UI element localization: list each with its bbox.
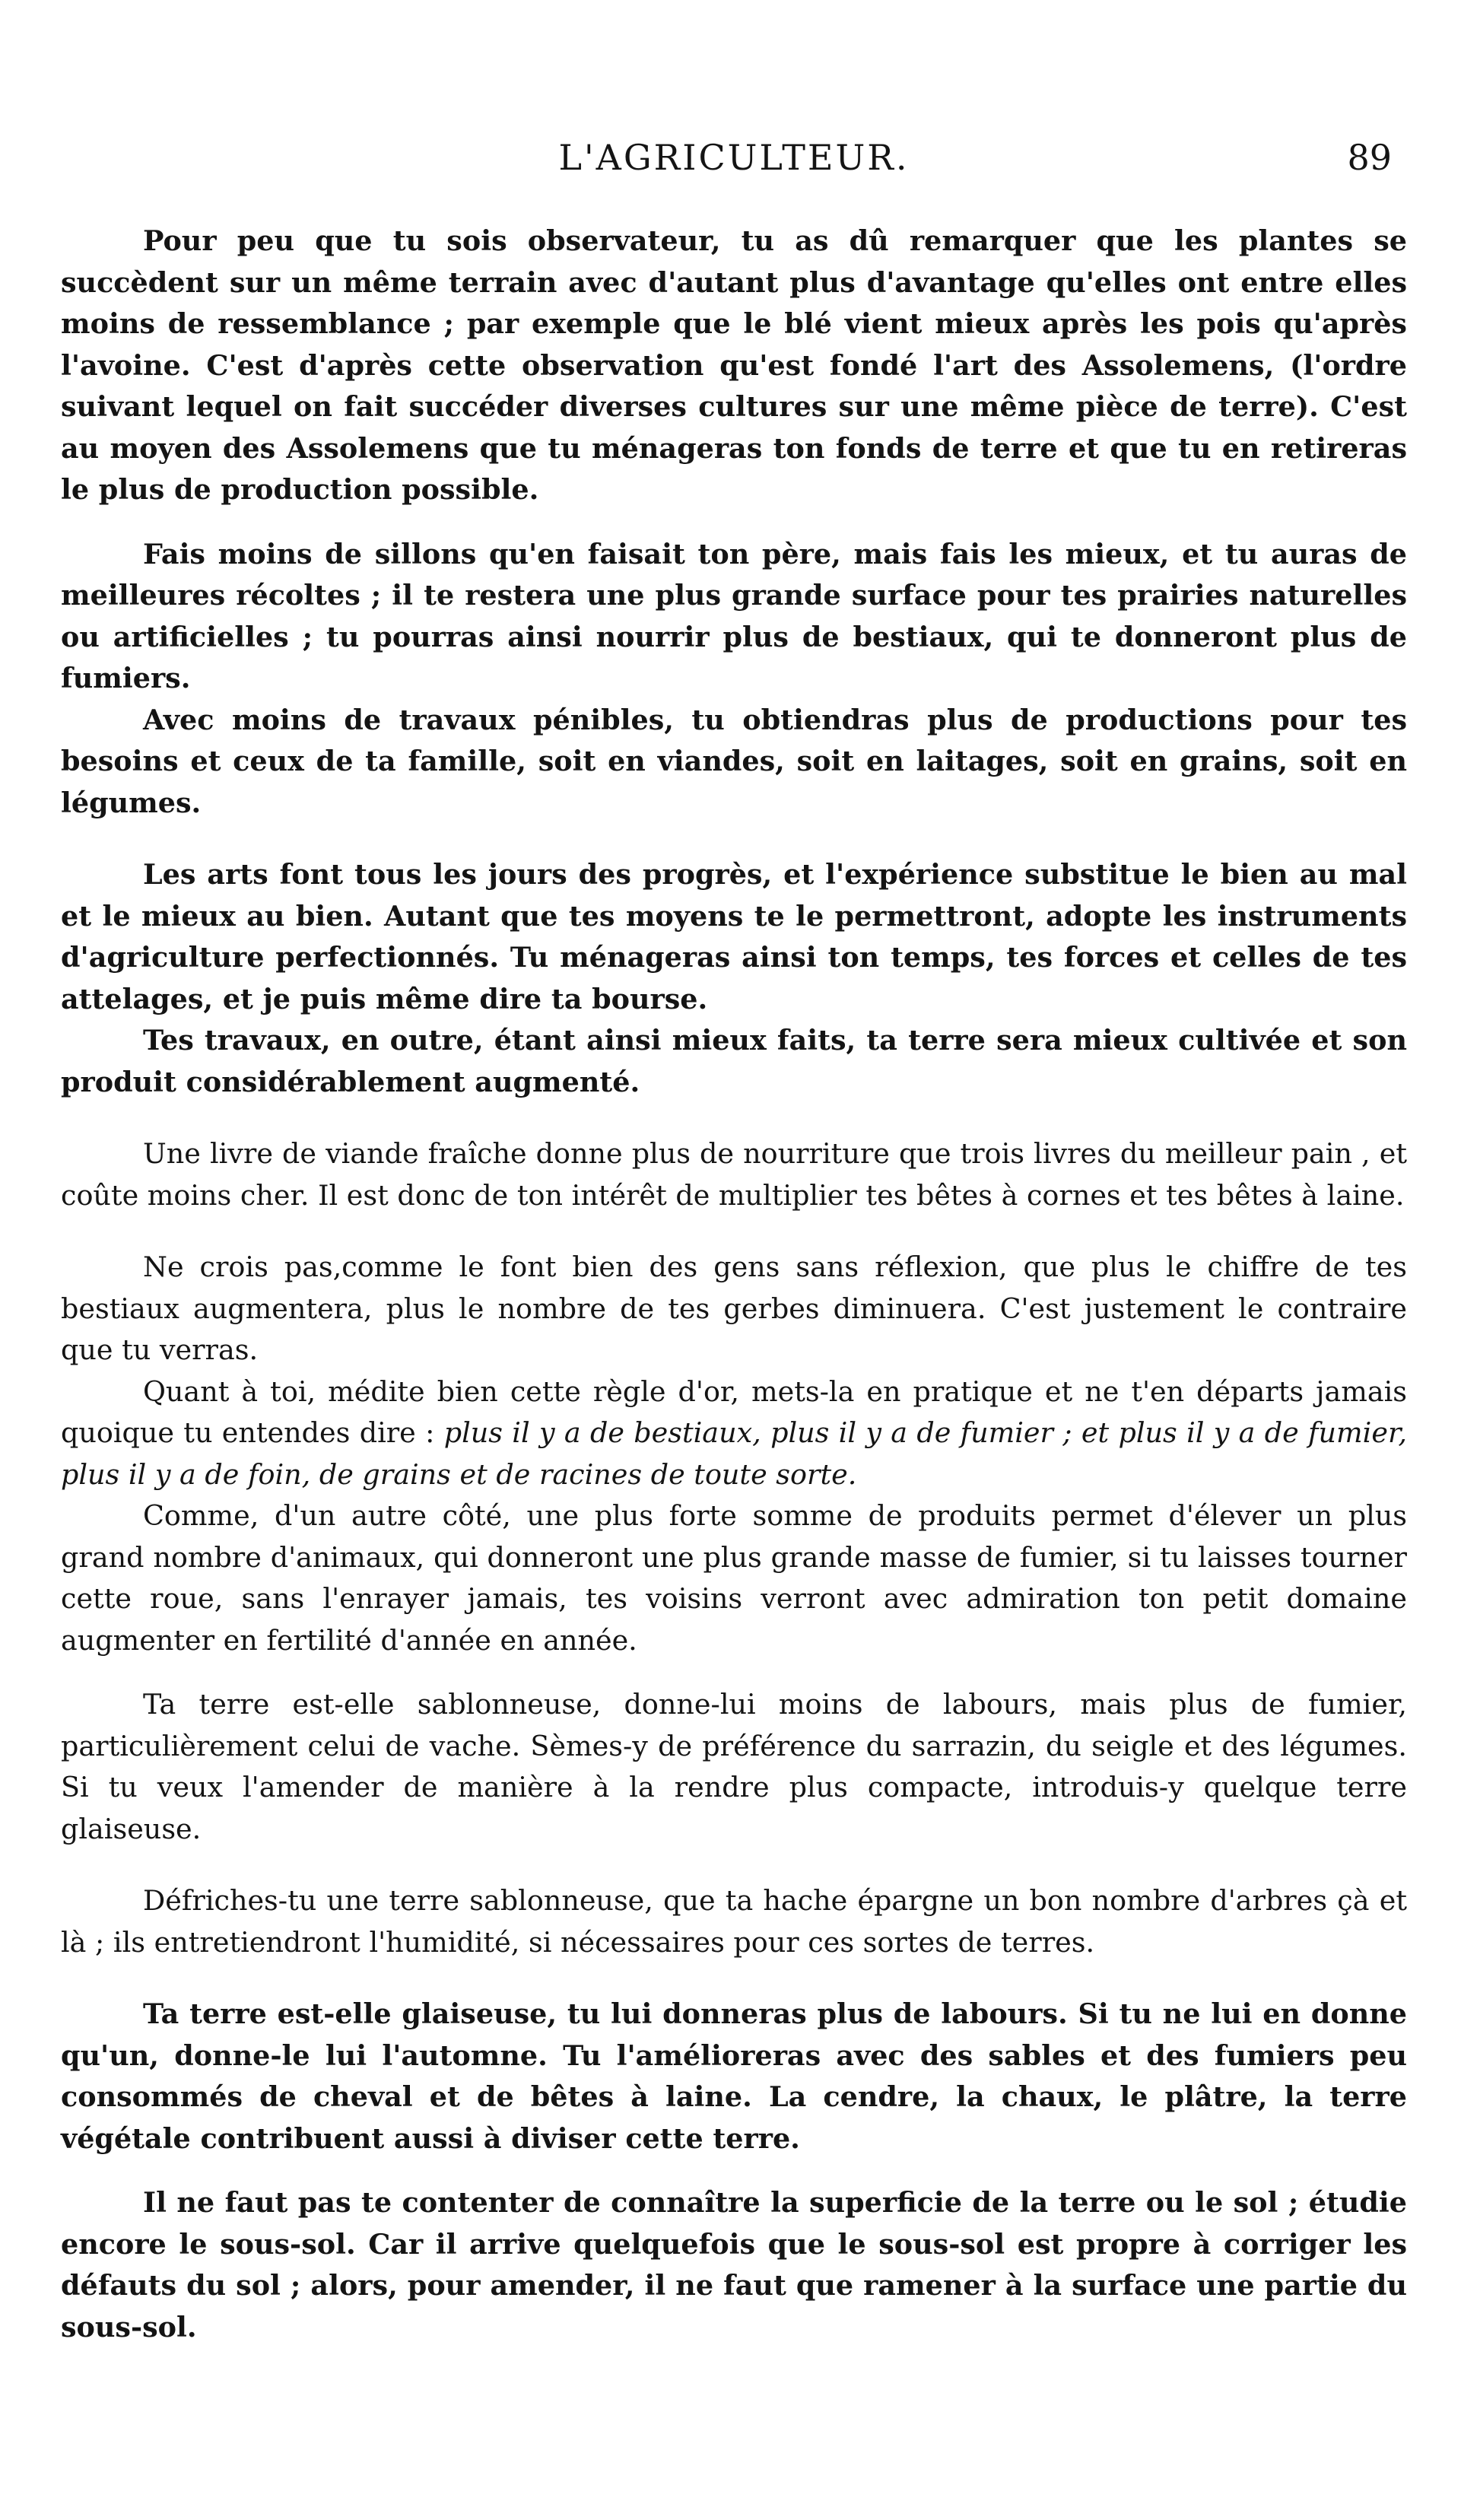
paragraph-arts-progres: Les arts font tous les jours des progrès, et l'expérience substitue le bien au mal et le mieux au bien. Autant que tes moyens te le permettront, adopte les instruments d'agriculture perfectionnés. Tu ménageras ainsi ton temps, tes forces et celles de tes attelages, et je puis même dire ta bourse. <box>61 858 1407 1015</box>
paragraph-terre-glaiseuse: Ta terre est-elle glaiseuse, tu lui donneras plus de labours. Si tu ne lui en donne qu'un, donne-le lui l'automne. Tu l'amélioreras avec des sables et des fumiers peu consommés de cheval et de bêtes à laine. La cendre, la chaux, le plâtre, la terre végétale contribuent aussi à diviser cette terre. <box>61 1997 1407 2155</box>
page-number: 89 <box>1347 137 1392 178</box>
paragraph-assolemens: Pour peu que tu sois observateur, tu as dû remarquer que les plantes se succèdent sur un même terrain avec d'autant plus d'avantage qu'elles ont entre elles moins de ressemblance ; par exemple que le blé vient mieux après les pois qu'après l'avoine. C'est d'après cette observation qu'est fondé l'art des Assolemens, (l'ordre suivant lequel on fait succéder diverses cultures sur une même pièce de terre). C'est au moyen des Assolemens que tu ménageras ton fonds de terre et que tu en retireras le plus de production possible. <box>61 224 1407 506</box>
paragraph-sillons: Fais moins de sillons qu'en faisait ton père, mais fais les mieux, et tu auras de meilleures récoltes ; il te restera une plus grande surface pour tes prairies naturelles ou artificielles ; tu pourras ainsi nourrir plus de bestiaux, qui te donneront plus de fumiers. <box>61 537 1407 694</box>
paragraph-viande: Une livre de viande fraîche donne plus de nourriture que trois livres du meilleur pain , et coûte moins cher. Il est donc de ton intérêt de multiplier tes bêtes à cornes et tes bêtes à laine. <box>61 1137 1407 1212</box>
paragraph-defriches: Défriches-tu une terre sablonneuse, que ta hache épargne un bon nombre d'arbres çà et là ; ils entretiendront l'humidité, si nécessaires pour ces sortes de terres. <box>61 1884 1407 1959</box>
running-title: L'AGRICULTEUR. <box>558 137 910 178</box>
paragraph-travaux-mieux-faits: Tes travaux, en outre, étant ainsi mieux faits, ta terre sera mieux cultivée et son produit considérablement augmenté. <box>61 1024 1407 1098</box>
paragraph-regle-or <box>61 1371 1407 1496</box>
regle-or-maxim: plus il y a de bestiaux, plus il y a de fumier ; et plus il y a de fumier, plus il y a de foin, de grains et de racines de toute sorte. <box>61 1416 1407 1491</box>
paragraph-bestiaux: Ne crois pas,comme le font bien des gens sans réflexion, que plus le chiffre de tes bestiaux augmentera, plus le nombre de tes gerbes diminuera. C'est justement le contraire que tu verras. <box>61 1250 1407 1366</box>
body-text <box>61 221 1407 2348</box>
regle-or-text: Quant à toi, médite bien cette règle d'or, mets-la en pratique et ne t'en départs jamais quoique tu entendes dire : <box>61 1374 1407 1449</box>
paragraph-sous-sol: Il ne faut pas te contenter de connaître la superficie de la terre ou le sol ; étudie encore le sous-sol. Car il arrive quelquefois que le sous-sol est propre à corriger les défauts du sol ; alors, pour amender, il ne faut que ramener à la surface une partie du sous-sol. <box>61 2186 1407 2344</box>
paragraph-roue: Comme, d'un autre côté, une plus forte somme de produits permet d'élever un plus grand nombre d'animaux, qui donneront une plus grande masse de fumier, si tu laisses tourner cette roue, sans l'enrayer jamais, tes voisins verront avec admiration ton petit domaine augmenter en fertilité d'année en année. <box>61 1499 1407 1657</box>
page-header <box>61 137 1407 205</box>
paragraph-travaux-penibles: Avec moins de travaux pénibles, tu obtiendras plus de productions pour tes besoins et ceux de ta famille, soit en viandes, soit en laitages, soit en grains, soit en légumes. <box>61 703 1407 819</box>
paragraph-terre-sablonneuse: Ta terre est-elle sablonneuse, donne-lui moins de labours, mais plus de fumier, particulièrement celui de vache. Sèmes-y de préférence du sarrazin, du seigle et des légumes. Si tu veux l'amender de manière à la rendre plus compacte, introduis-y quelque terre glaiseuse. <box>61 1688 1407 1845</box>
book-page <box>61 137 1407 2348</box>
